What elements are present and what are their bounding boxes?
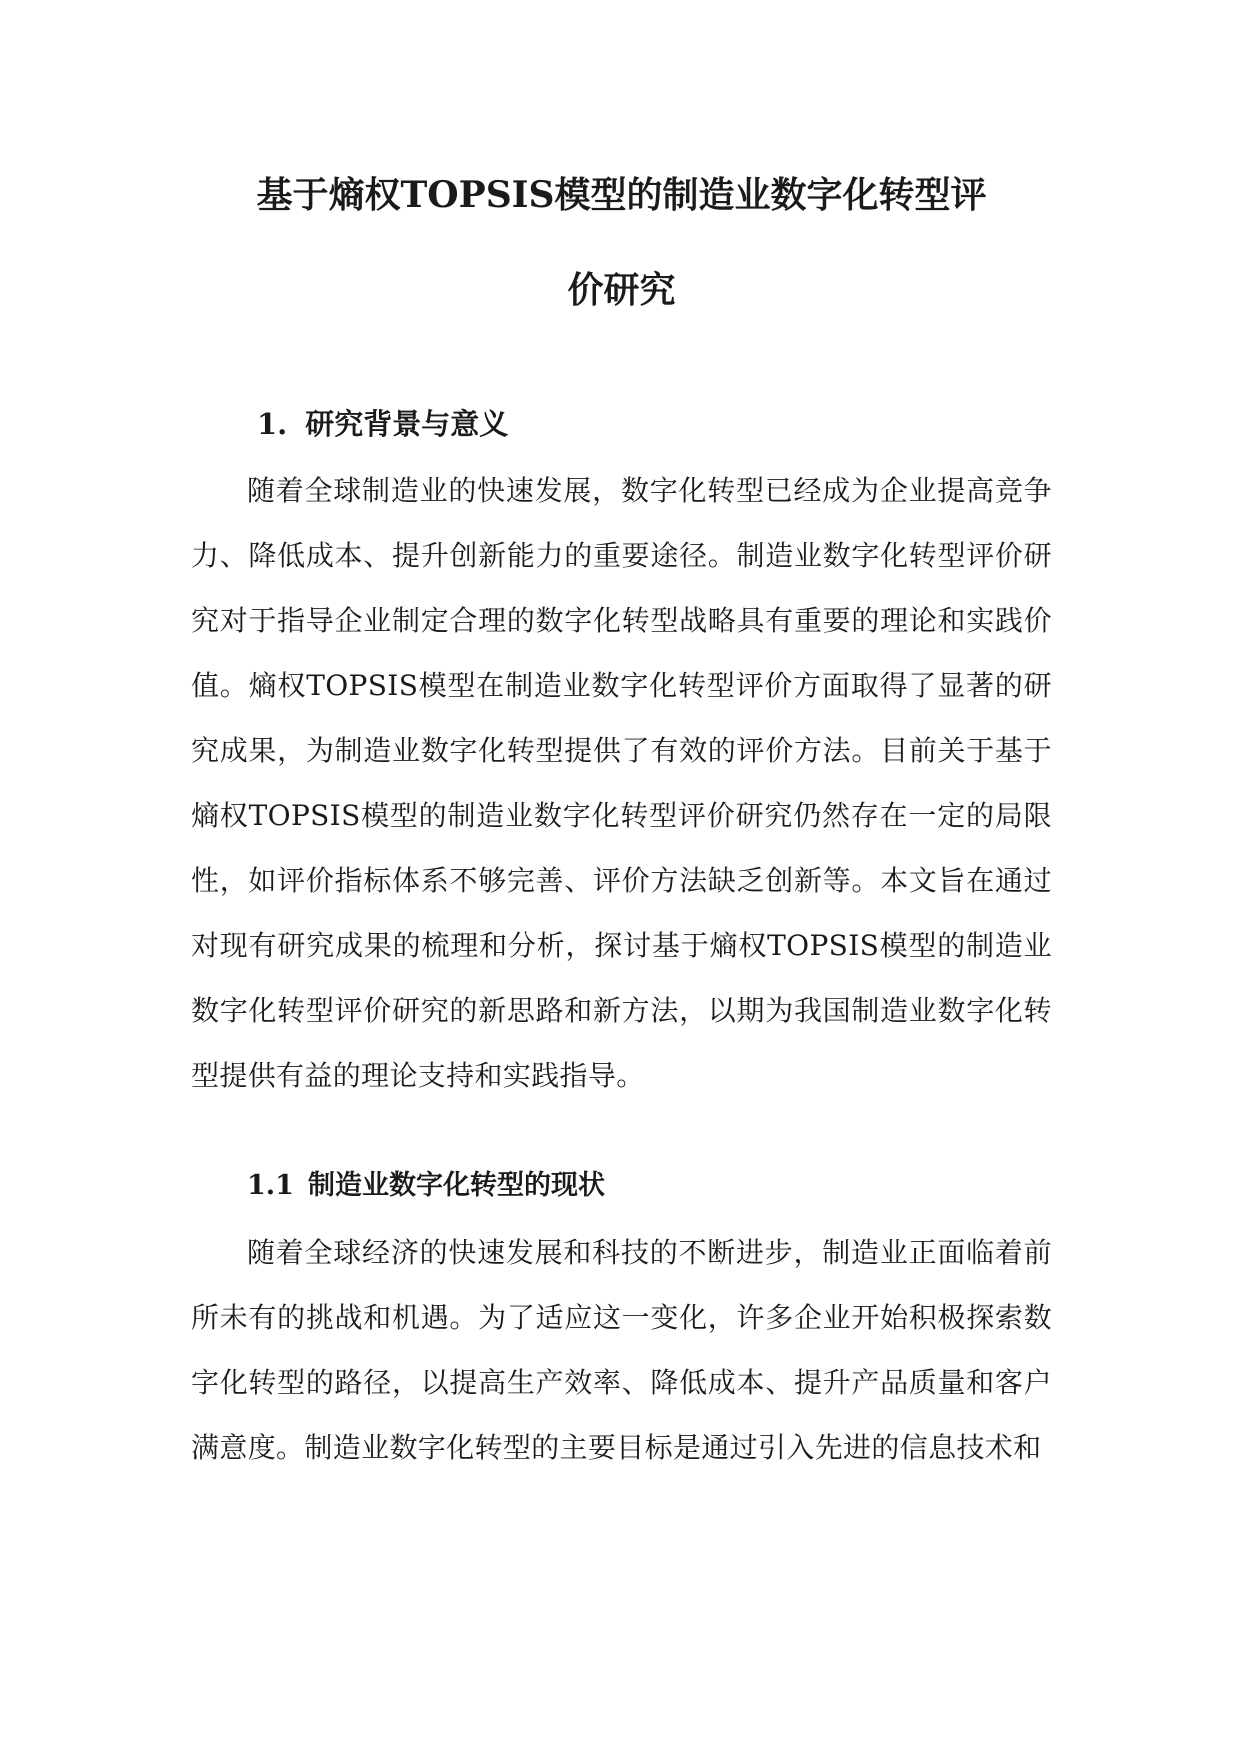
title-line-2: 价研究 [567, 269, 676, 311]
section-1-heading [191, 404, 1052, 444]
section-1-number: 1. [257, 407, 288, 441]
section-1-1-heading [191, 1166, 1052, 1206]
title-line-1: 基于熵权TOPSIS模型的制造业数字化转型评 [256, 174, 987, 216]
section-1-1-number: 1.1 [247, 1170, 294, 1201]
section-1-paragraph: 随着全球制造业的快速发展，数字化转型已经成为企业提高竞争力、降低成本、提升创新能力的重要途径。制造业数字化转型评价研究对于指导企业制定合理的数字化转型战略具有重要的理论和实践价值。熵权TOPSIS模型在制造业数字化转型评价方面取得了显著的研究成果，为制造业数字化转型提供了有效的评价方法。目前关于基于熵权TOPSIS模型的制造业数字化转型评价研究仍然存在一定的局限性，如评价指标体系不够完善、评价方法缺乏创新等。本文旨在通过对现有研究成果的梳理和分析，探讨基于熵权TOPSIS模型的制造业数字化转型评价研究的新思路和新方法，以期为我国制造业数字化转型提供有益的理论支持和实践指导。 [191, 474, 1052, 1092]
section-1-1-paragraph: 随着全球经济的快速发展和科技的不断进步，制造业正面临着前所未有的挑战和机遇。为了适应这一变化，许多企业开始积极探索数字化转型的路径，以提高生产效率、降低成本、提升产品质量和客户满意度。制造业数字化转型的主要目标是通过引入先进的信息技术和 [191, 1236, 1052, 1464]
document-title [191, 0, 1052, 338]
section-1-1-heading-text: 制造业数字化转型的现状 [307, 1170, 605, 1201]
section-1-heading-text: 研究背景与意义 [305, 407, 509, 441]
